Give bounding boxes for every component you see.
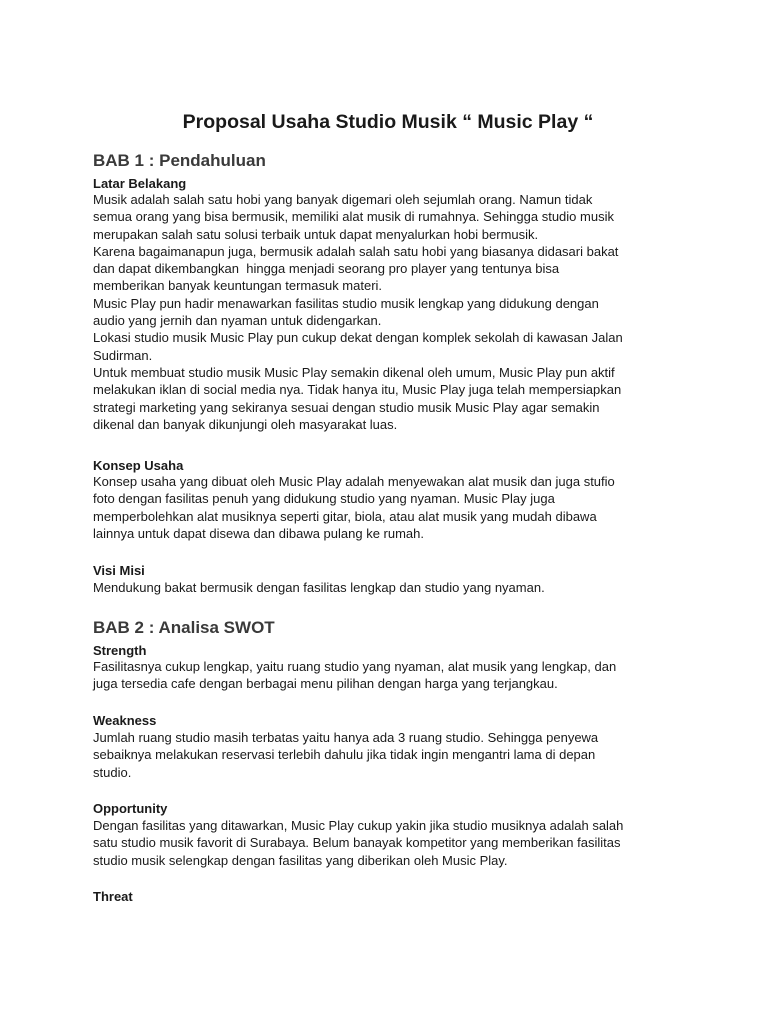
text-line: Sudirman.: [93, 347, 153, 363]
text-line: sebaiknya melakukan reservasi terlebih dahulu jika tidak ingin mengantri lama di depan: [93, 747, 596, 763]
text-line: Karena bagaimanapun juga, bermusik adalah salah satu hobi yang biasanya didasari bakat: [93, 243, 619, 259]
text-line: Lokasi studio musik Music Play pun cukup dekat dengan komplek sekolah di kawasan Jalan: [93, 330, 623, 346]
opportunity-paragraph: [93, 817, 693, 869]
text-line: audio yang jernih dan nyaman untuk didengarkan.: [93, 313, 382, 329]
strength-paragraph: [93, 658, 693, 693]
text-line: satu studio musik favorit di Surabaya. Belum banayak kompetitor yang memberikan fasilitas: [93, 835, 621, 851]
text-line: studio.: [93, 764, 132, 780]
visi-misi-paragraph: [93, 579, 693, 596]
text-line: lainnya untuk dapat disewa dan dibawa pulang ke rumah.: [93, 525, 425, 541]
weakness-heading: Weakness: [93, 713, 157, 728]
text-line: memperbolehkan alat musiknya seperti gitar, biola, atau alat musik yang mudah dibawa: [93, 508, 597, 524]
konsep-usaha-heading: Konsep Usaha: [93, 458, 184, 473]
text-line: Mendukung bakat bermusik dengan fasilitas lengkap dan studio yang nyaman.: [93, 580, 545, 595]
text-line: dikenal dan banyak dikunjungi oleh masyarakat luas.: [93, 416, 398, 432]
text-line: Musik adalah salah satu hobi yang banyak digemari oleh sejumlah orang. Namun tidak: [93, 192, 593, 207]
opportunity-heading: Opportunity: [93, 801, 168, 816]
text-line: Jumlah ruang studio masih terbatas yaitu hanya ada 3 ruang studio. Sehingga penyewa: [93, 730, 599, 745]
text-line: strategi marketing yang sekiranya sesuai dengan studio musik Music Play agar semakin: [93, 399, 600, 415]
latar-belakang-heading: Latar Belakang: [93, 176, 187, 191]
text-line: Fasilitasnya cukup lengkap, yaitu ruang studio yang nyaman, alat musik yang lengkap, dan: [93, 659, 617, 674]
threat-heading: Threat: [93, 889, 133, 904]
visi-misi-heading: Visi Misi: [93, 563, 145, 578]
text-line: Music Play pun hadir menawarkan fasilitas studio musik lengkap yang didukung dengan: [93, 295, 599, 311]
text-line: juga tersedia cafe dengan berbagai menu pilihan dengan harga yang terjangkau.: [93, 676, 558, 692]
weakness-paragraph: [93, 729, 693, 781]
text-line: melakukan iklan di social media nya. Tidak hanya itu, Music Play juga telah mempersiapkan: [93, 382, 622, 398]
text-line: memberikan banyak keuntungan termasuk materi.: [93, 278, 383, 294]
text-line: Konsep usaha yang dibuat oleh Music Play adalah menyewakan alat musik dan juga stufio: [93, 474, 615, 489]
text-line: Dengan fasilitas yang ditawarkan, Music Play cukup yakin jika studio musiknya adalah salah: [93, 818, 624, 833]
strength-heading: Strength: [93, 643, 147, 658]
text-line: Untuk membuat studio musik Music Play semakin dikenal oleh umum, Music Play pun aktif: [93, 364, 615, 380]
text-line: foto dengan fasilitas penuh yang didukung studio yang nyaman. Music Play juga: [93, 491, 555, 507]
document-title: Proposal Usaha Studio Musik “ Music Play “: [182, 111, 594, 133]
text-line: semua orang yang bisa bermusik, memiliki alat musik di rumahnya. Sehingga studio musik: [93, 209, 614, 225]
latar-belakang-paragraph: [93, 191, 693, 433]
konsep-usaha-paragraph: [93, 473, 693, 542]
text-line: merupakan salah satu solusi terbaik untuk dapat menyalurkan hobi bermusik.: [93, 226, 539, 242]
bab1-heading: BAB 1 : Pendahuluan: [93, 151, 266, 170]
bab2-heading: BAB 2 : Analisa SWOT: [93, 618, 275, 637]
text-line: dan dapat dikembangkan hingga menjadi seorang pro player yang tentunya bisa: [93, 261, 560, 277]
text-line: studio musik selengkap dengan fasilitas yang diberikan oleh Music Play.: [93, 852, 508, 868]
